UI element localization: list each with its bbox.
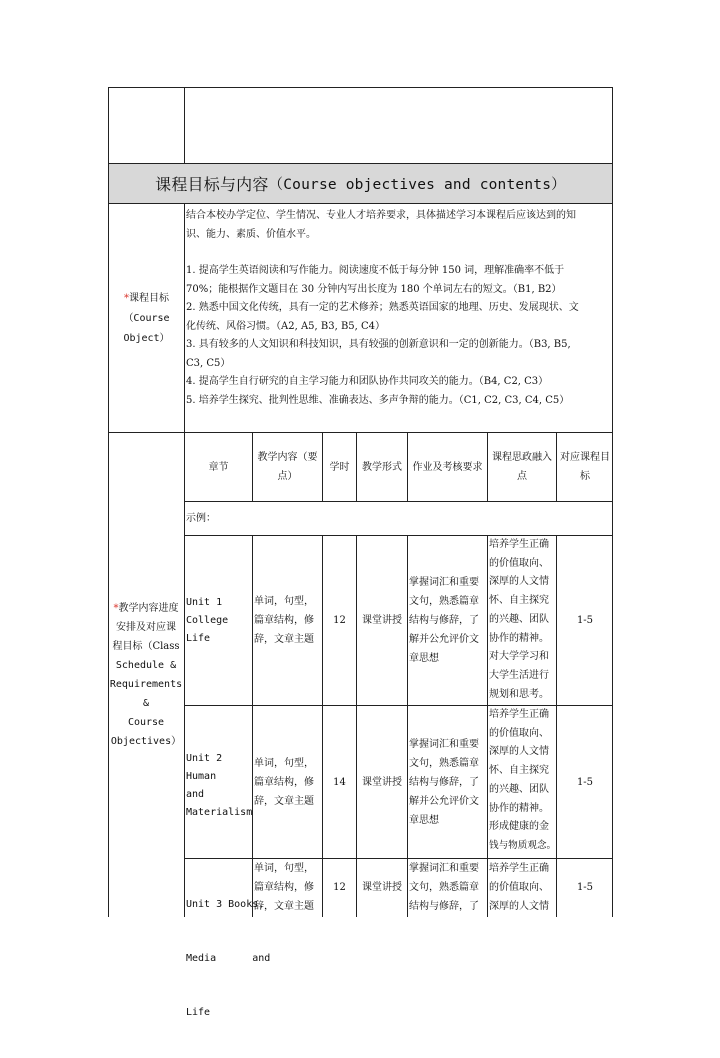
assessment-line: 掌握词汇和重要 [409, 738, 479, 750]
header-hours [323, 433, 356, 501]
header-chapter-text: 章节 [208, 461, 229, 473]
course-object-label-en-1: （Course [123, 312, 170, 324]
row3-content [254, 859, 322, 916]
course-object-label-cn: 课程目标 [129, 292, 169, 304]
ideology-line: 大学生活进行 [489, 669, 549, 681]
row3-ideology [489, 859, 556, 916]
row1-ideology [489, 536, 556, 705]
schedule-label-line: Schedule & [115, 660, 177, 671]
row1-hours [323, 536, 356, 705]
content-line: 单词，句型， [254, 757, 314, 769]
example-label-text: 示例： [186, 513, 216, 524]
content-line: 篇章结构，修 [254, 882, 314, 893]
objective-line: 4. 提高学生自行研究的自主学习能力和团队协作共同攻关的能力。（B4, C2, C3） [186, 376, 549, 387]
assessment-line: 文句，熟悉篇章 [409, 757, 479, 769]
objective-value: 1-5 [576, 615, 594, 626]
course-object-divider [184, 204, 185, 433]
assessment-line: 解并公允评价文 [409, 634, 479, 645]
course-object-label-en-2: Object） [123, 332, 170, 344]
content-line: 单词，句型， [254, 596, 314, 607]
row3-chapter [186, 860, 271, 1018]
chapter-line: and [186, 789, 205, 800]
chapter-line: Unit 1 [186, 596, 223, 608]
content-line: 辞，文章主题 [254, 795, 314, 807]
schedule-label-line: 安排及对应课 [116, 622, 176, 633]
ideology-line: 深厚的人文情 [489, 746, 549, 758]
ideology-line: 的兴趣、团队 [489, 783, 549, 795]
ideology-line: 培养学生正确 [489, 539, 549, 550]
assessment-line: 结构与修辞，了 [409, 615, 479, 626]
objective-line: 70%；能根据作文题目在 30 分钟内写出长度为 180 个单词左右的短文。（B1, B2） [186, 283, 562, 295]
top-blank-divider [184, 87, 185, 164]
row1-assessment [409, 536, 487, 705]
row3-assessment [409, 859, 487, 916]
row2-assessment [409, 706, 487, 858]
content-line: 篇章结构，修 [254, 615, 314, 626]
ideology-line: 规划和思考。 [489, 688, 549, 700]
form-value: 课堂讲授 [362, 615, 402, 626]
course-object-label [109, 204, 184, 433]
assessment-line: 文句，熟悉篇章 [409, 596, 479, 607]
course-object-intro [186, 207, 612, 244]
row3-form [357, 859, 407, 916]
row3-objective [557, 859, 613, 916]
col-rule [252, 535, 253, 917]
row2-hours [323, 706, 356, 858]
chapter-line: Unit 3 Books, [186, 899, 265, 910]
ideology-line: 形成健康的金 [489, 821, 549, 833]
required-star: * [113, 603, 119, 614]
content-line: 辞，文章主题 [254, 901, 314, 912]
header-form-text: 教学形式 [362, 461, 402, 473]
assessment-line: 章思想 [409, 814, 439, 826]
objective-line: 1. 提高学生英语阅读和写作能力。阅读速度不低于每分钟 150 词，理解准确率不低于 [186, 265, 565, 276]
header-content-line: 点） [277, 471, 298, 482]
header-ideology-line: 课程思政融入 [492, 452, 552, 463]
header-assessment-text: 作业及考核要求 [412, 461, 483, 473]
col-rule [407, 535, 408, 917]
row1-content [254, 536, 322, 705]
header-chapter [185, 433, 252, 501]
assessment-line: 掌握词汇和重要 [409, 863, 479, 874]
ideology-line: 培养学生正确 [489, 709, 549, 720]
hours-value: 12 [333, 615, 346, 626]
ideology-line: 对大学学习和 [489, 651, 549, 663]
ideology-line: 深厚的人文情 [489, 901, 549, 912]
ideology-line: 的价值取向、 [489, 557, 549, 569]
intro-line: 识、能力、素质、价值水平。 [186, 228, 316, 240]
chapter-line: Media and [186, 953, 271, 964]
schedule-label-divider [184, 433, 185, 917]
objective-line: 5. 培养学生探究、批判性思维、准确表达、多声争辩的能力。（C1, C2, C3, C4, C5） [186, 394, 570, 406]
content-line: 篇章结构，修 [254, 776, 314, 788]
row2-content [254, 706, 322, 858]
hours-value: 14 [333, 776, 346, 788]
assessment-line: 解并公允评价文 [409, 795, 479, 807]
section-header [108, 164, 613, 204]
objective-line: C3, C5） [186, 357, 231, 369]
objective-line: 2. 熟悉中国文化传统，具有一定的艺术修养；熟悉英语国家的地理、历史、发展现状、文 [186, 302, 579, 313]
header-ideology [488, 433, 556, 501]
objective-value: 1-5 [576, 882, 594, 893]
schedule-label-line: 程目标（Class [112, 641, 180, 652]
form-value: 课堂讲授 [362, 882, 402, 893]
row2-chapter [186, 706, 252, 858]
ideology-line: 的兴趣、团队 [489, 613, 549, 625]
ideology-line: 深厚的人文情 [489, 576, 549, 588]
assessment-line: 结构与修辞，了 [409, 901, 479, 912]
content-line: 单词，句型， [254, 863, 314, 874]
assessment-line: 章思想 [409, 653, 439, 664]
header-objective [557, 433, 613, 501]
header-objective-line: 标 [580, 471, 590, 482]
course-object-items [186, 262, 612, 410]
ideology-line: 协作的精神。 [489, 802, 549, 814]
section-title-en: （Course objectives and contents） [268, 177, 566, 193]
assessment-line: 结构与修辞，了 [409, 776, 479, 788]
header-objective-line: 对应课程目 [560, 452, 610, 463]
row2-objective [557, 706, 613, 858]
ideology-line: 的价值取向、 [489, 727, 549, 739]
schedule-label-line: Course [127, 717, 165, 728]
section-title-cn: 课程目标与内容 [155, 175, 269, 194]
header-ideology-line: 点 [517, 471, 527, 482]
intro-line: 结合本校办学定位、学生情况、专业人才培养要求，具体描述学习本课程后应该达到的知 [186, 210, 576, 221]
schedule-label [108, 433, 184, 917]
schedule-label-line: Requirements & [109, 679, 183, 709]
ideology-line: 协作的精神。 [489, 632, 549, 644]
ideology-line: 钱与物质观念。 [489, 839, 557, 851]
hours-value: 12 [333, 882, 346, 893]
ideology-line: 怀、自主探究 [489, 595, 549, 607]
chapter-line: Materialism [186, 807, 253, 818]
row2-form [357, 706, 407, 858]
header-content [253, 433, 322, 501]
row1-chapter [186, 536, 252, 705]
required-star: * [124, 292, 129, 304]
example-label [186, 502, 606, 535]
row1-objective [557, 536, 613, 705]
row2-ideology [489, 706, 556, 858]
header-hours-text: 学时 [329, 461, 350, 473]
chapter-line: College Life [186, 614, 229, 644]
form-value: 课堂讲授 [362, 776, 402, 788]
assessment-line: 掌握词汇和重要 [409, 577, 479, 588]
header-form [357, 433, 407, 501]
objective-line: 化传统、风俗习惯。（A2, A5, B3, B5, C4） [186, 320, 386, 332]
schedule-label-line: Objectives） [110, 736, 182, 747]
ideology-line: 培养学生正确 [489, 863, 549, 874]
row3-hours [323, 859, 356, 916]
col-rule [487, 535, 488, 917]
header-assessment [408, 433, 487, 501]
assessment-line: 文句，熟悉篇章 [409, 882, 479, 893]
chapter-line: Unit 2 Human [186, 753, 223, 782]
ideology-line: 的价值取向、 [489, 882, 549, 893]
chapter-line: Life [186, 1007, 211, 1018]
ideology-line: 怀、自主探究 [489, 765, 549, 777]
objective-line: 3. 具有较多的人文知识和科技知识，具有较强的创新意识和一定的创新能力。（B3, B5, [186, 339, 571, 350]
schedule-label-line: 教学内容进度 [118, 603, 179, 614]
header-content-line: 教学内容（要 [257, 452, 318, 463]
row1-form [357, 536, 407, 705]
content-line: 辞，文章主题 [254, 634, 314, 645]
objective-value: 1-5 [576, 776, 594, 788]
